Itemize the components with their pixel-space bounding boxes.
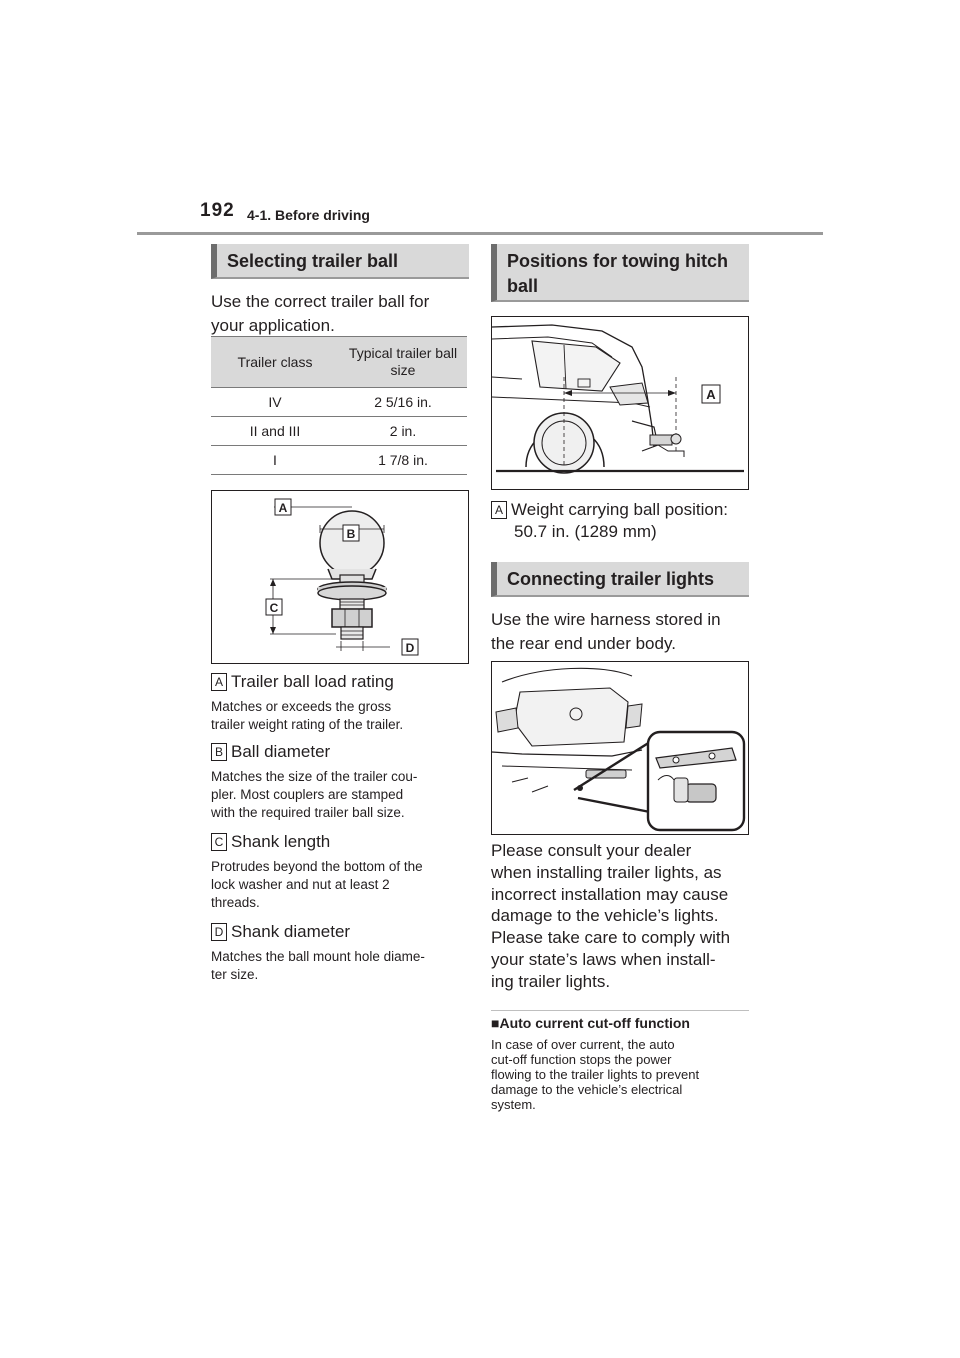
item-c-desc-2: lock washer and nut at least 2	[211, 877, 390, 892]
figure-label-a: A	[278, 501, 288, 515]
table-row	[211, 417, 467, 446]
trailer-ball-illustration	[212, 491, 468, 663]
towing-hitch-heading-line-1: Positions for towing hitch	[507, 251, 728, 271]
vehicle-rear-illustration	[492, 317, 748, 489]
item-b-desc-1: Matches the size of the trailer cou-	[211, 769, 418, 784]
note-divider	[491, 1010, 749, 1011]
table-cell: I	[211, 446, 339, 475]
item-a-desc-2: trailer weight rating of the trailer.	[211, 717, 404, 732]
table-row	[211, 446, 467, 475]
item-d-desc-2: ter size.	[211, 967, 259, 982]
hitch-figure-label-a: A	[706, 387, 716, 402]
figure-label-d: D	[405, 641, 415, 655]
note-body	[491, 1037, 699, 1112]
figure-label-c: C	[269, 601, 279, 615]
note-line: In case of over current, the auto	[491, 1037, 675, 1052]
header-rule	[137, 232, 823, 235]
table-header-size: Typical trailer ball size	[339, 337, 467, 388]
consult-line: ing trailer lights.	[491, 971, 611, 991]
consult-line: Please consult your dealer	[491, 841, 692, 860]
item-a-title-text: Trailer ball load rating	[231, 672, 394, 691]
table-header-class: Trailer class	[211, 337, 339, 388]
figure-label-b: B	[346, 527, 356, 541]
item-b-title	[211, 740, 330, 764]
consult-line: incorrect installation may cause	[491, 884, 729, 904]
item-b-desc-2: pler. Most couplers are stamped	[211, 787, 404, 802]
table-cell: 2 in.	[339, 417, 467, 446]
towing-hitch-heading	[491, 244, 749, 302]
item-c-title-text: Shank length	[231, 832, 331, 851]
item-c-title	[211, 830, 330, 854]
selecting-trailer-ball-heading: Selecting trailer ball	[211, 244, 469, 279]
intro-line-1: Use the correct trailer ball for	[211, 292, 430, 311]
item-c-letter: C	[211, 833, 227, 851]
item-a-desc-1: Matches or exceeds the gross	[211, 699, 392, 714]
note-line: damage to the vehicle’s electrical	[491, 1082, 683, 1097]
table-cell: 2 5/16 in.	[339, 388, 467, 417]
table-cell: II and III	[211, 417, 339, 446]
harness-line-2: the rear end under body.	[491, 634, 676, 653]
note-line: cut-off function stops the power	[491, 1052, 672, 1067]
weight-letter: A	[491, 501, 507, 519]
wire-harness-figure	[491, 661, 749, 835]
table-row	[211, 388, 467, 417]
item-a-letter: A	[211, 673, 227, 691]
consult-line: damage to the vehicle’s lights.	[491, 906, 719, 926]
item-c-desc-1: Protrudes beyond the bottom of the	[211, 859, 423, 874]
item-d-desc-1: Matches the ball mount hole diame-	[211, 949, 425, 964]
weight-line-2: 50.7 in. (1289 mm)	[514, 522, 657, 541]
towing-hitch-heading-line-2: ball	[507, 276, 539, 296]
item-b-title-text: Ball diameter	[231, 742, 331, 761]
page-number: 192	[200, 200, 235, 221]
connecting-trailer-lights-heading: Connecting trailer lights	[491, 562, 749, 597]
item-d-title-text: Shank diameter	[231, 922, 351, 941]
table-cell: 1 7/8 in.	[339, 446, 467, 475]
note-line: system.	[491, 1097, 536, 1112]
note-title: ■Auto current cut-off function	[491, 1015, 690, 1031]
trailer-ball-table	[211, 336, 467, 475]
note-line: flowing to the trailer lights to prevent	[491, 1067, 700, 1082]
harness-line-1: Use the wire harness stored in	[491, 610, 721, 629]
item-b-letter: B	[211, 743, 227, 761]
consult-paragraph	[491, 840, 730, 993]
wire-harness-illustration	[492, 662, 748, 834]
item-a-title	[211, 670, 394, 694]
weight-position-line	[491, 498, 728, 522]
item-c-desc-3: threads.	[211, 895, 260, 910]
trailer-ball-figure	[211, 490, 469, 664]
item-d-title	[211, 920, 350, 944]
item-d-letter: D	[211, 923, 227, 941]
consult-line: your state’s laws when install-	[491, 949, 716, 969]
table-cell: IV	[211, 388, 339, 417]
towing-hitch-figure	[491, 316, 749, 490]
consult-line: Please take care to comply with	[491, 928, 731, 948]
item-b-desc-3: with the required trailer ball size.	[211, 805, 405, 820]
intro-line-2: your application.	[211, 316, 335, 335]
section-title: 4-1. Before driving	[247, 207, 370, 223]
consult-line: when installing trailer lights, as	[491, 862, 722, 882]
weight-line-1: Weight carrying ball position:	[511, 500, 729, 519]
